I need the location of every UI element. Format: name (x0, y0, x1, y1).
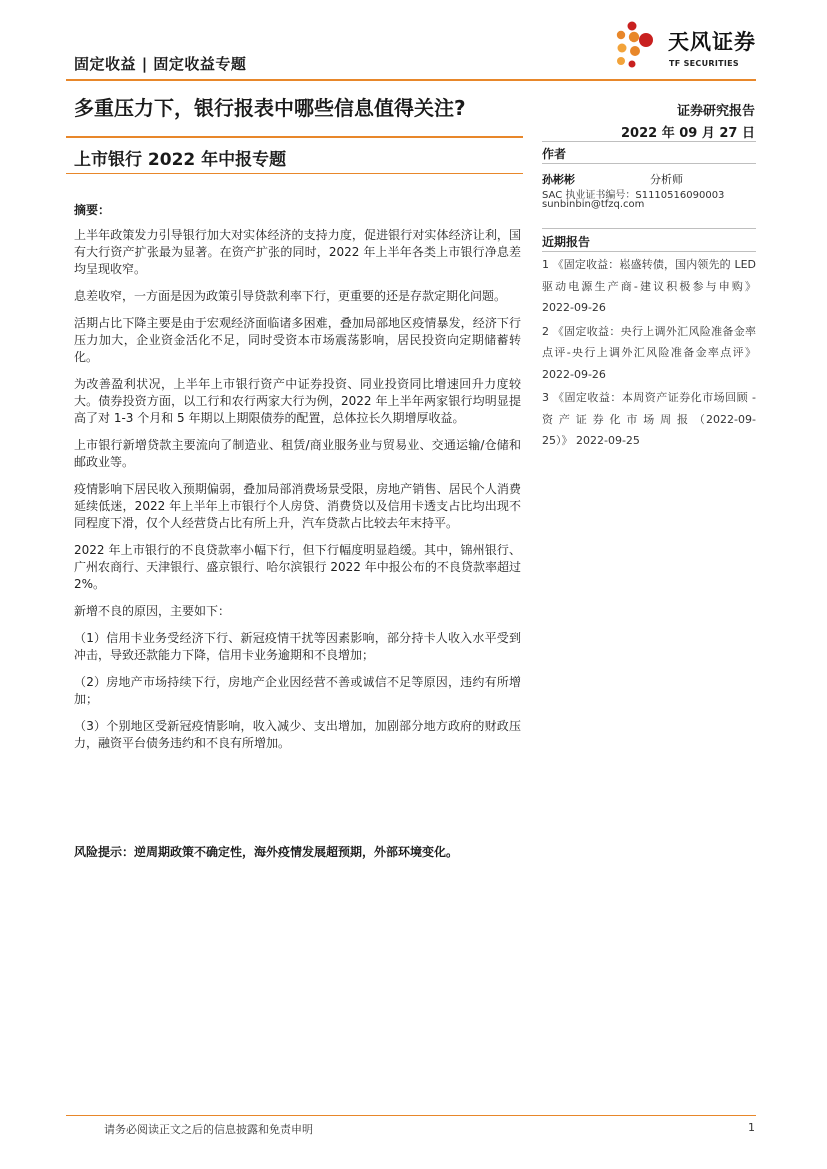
abstract-label: 摘要： (74, 203, 111, 217)
author-email[interactable]: sunbinbin@tfzq.com (542, 199, 645, 210)
author-top-rule (542, 141, 756, 142)
abstract-paragraph: （2）房地产市场持续下行，房地产企业因经营不善或诚信不足等原因，违约有所增加； (74, 675, 521, 706)
author-name: 孙彬彬 (542, 173, 575, 186)
abstract-paragraph: 新增不良的原因，主要如下： (74, 604, 231, 618)
recent-top-rule (542, 228, 756, 229)
report-date: 2022 年 09 月 27 日 (621, 126, 755, 141)
footer-divider (66, 1115, 756, 1116)
abstract-paragraph: 2022 年上市银行的不良贷款率小幅下行，但下行幅度明显趋缓。其中，锦州银行、广州农商行、天津银行、盛京银行、哈尔滨银行 2022 年中报公布的不良贷款率超过 2%。 (74, 543, 521, 591)
title-divider (66, 136, 523, 138)
abstract-body (74, 202, 521, 762)
logo-text-en: TF SECURITIES (669, 59, 739, 68)
footer-disclaimer: 请务必阅读正文之后的信息披露和免责申明 (104, 1123, 313, 1136)
header-divider (66, 79, 756, 81)
report-type: 证券研究报告 (676, 104, 755, 119)
recent-report-item[interactable]: 1 《固定收益：崧盛转债，国内领先的 LED 驱动电源生产商-建议积极参与申购》 2022-09-26 (542, 258, 756, 314)
abstract-paragraph: （3）个别地区受新冠疫情影响，收入减少、支出增加，加剧部分地方政府的财政压力，融资平台债务违约和不良有所增加。 (74, 719, 521, 750)
abstract-paragraph: 活期占比下降主要是由于宏观经济面临诸多困难，叠加局部地区疫情暴发，经济下行压力加大，企业资金活化不足，同时受资本市场震荡影响，居民投资向定期储蓄转化。 (74, 316, 521, 364)
abstract-paragraph: 息差收窄，一方面是因为政策引导贷款利率下行，更重要的还是存款定期化问题。 (74, 289, 507, 303)
recent-heading-rule (542, 251, 756, 252)
page-number: 1 (748, 1121, 755, 1134)
abstract-paragraph: 上半年政策发力引导银行加大对实体经济的支持力度，促进银行对实体经济让利，国有大行资产扩张最为显著。在资产扩张的同时，2022 年上半年各类上市银行净息差均呈现收窄。 (74, 228, 521, 276)
logo-text-cn: 天风证券 (668, 30, 756, 54)
abstract-paragraph: 为改善盈利状况，上半年上市银行资产中证券投资、同业投资同比增速回升力度较大。债券投资方面，以工行和农行两家大行为例，2022 年上半年两家银行均明显提高了对 1-3 个月和 5 年期以上期限债券的配置，总体拉长久期增厚收益。 (74, 377, 521, 425)
abstract-paragraph: 上市银行新增贷款主要流向了制造业、租赁/商业服务业与贸易业、交通运输/仓储和邮政业等。 (74, 438, 521, 469)
abstract-paragraph: （1）信用卡业务受经济下行、新冠疫情干扰等因素影响，部分持卡人收入水平受到冲击，导致还款能力下降，信用卡业务逾期和不良增加； (74, 631, 521, 662)
recent-report-item[interactable]: 2 《固定收益：央行上调外汇风险准备金率点评-央行上调外汇风险准备金率点评》 2022-09-26 (542, 324, 756, 381)
recent-report-list (542, 254, 756, 454)
report-title: 多重压力下，银行报表中哪些信息值得关注? (74, 96, 466, 120)
author-role: 分析师 (650, 173, 683, 186)
abstract-paragraph: 疫情影响下居民收入预期偏弱，叠加局部消费场景受限，房地产销售、居民个人消费延续低迷，2022 年上半年上市银行个人房贷、消费贷以及信用卡透支占比均出现不同程度下滑，仅个人经营贷占比有所上升，汽车贷款占比较去年末持平。 (74, 482, 521, 530)
header-category: 固定收益 | 固定收益专题 (74, 55, 247, 73)
subtitle-divider (66, 173, 523, 174)
company-logo (612, 20, 762, 72)
logo-mark-icon (612, 20, 664, 72)
author-heading: 作者 (542, 147, 567, 161)
recent-heading: 近期报告 (542, 235, 591, 249)
risk-warning: 风险提示：逆周期政策不确定性，海外疫情发展超预期，外部环境变化。 (74, 845, 459, 859)
author-heading-rule (542, 163, 756, 164)
author-sac-number: SAC 执业证书编号：S1110516090003 (542, 190, 725, 201)
report-subtitle: 上市银行 2022 年中报专题 (74, 150, 287, 170)
recent-report-item[interactable]: 3 《固定收益：本周资产证券化市场回顾 - 资 产 证 券 化 市 场 周 报 （2022-09-25）》 2022-09-25 (542, 391, 756, 447)
